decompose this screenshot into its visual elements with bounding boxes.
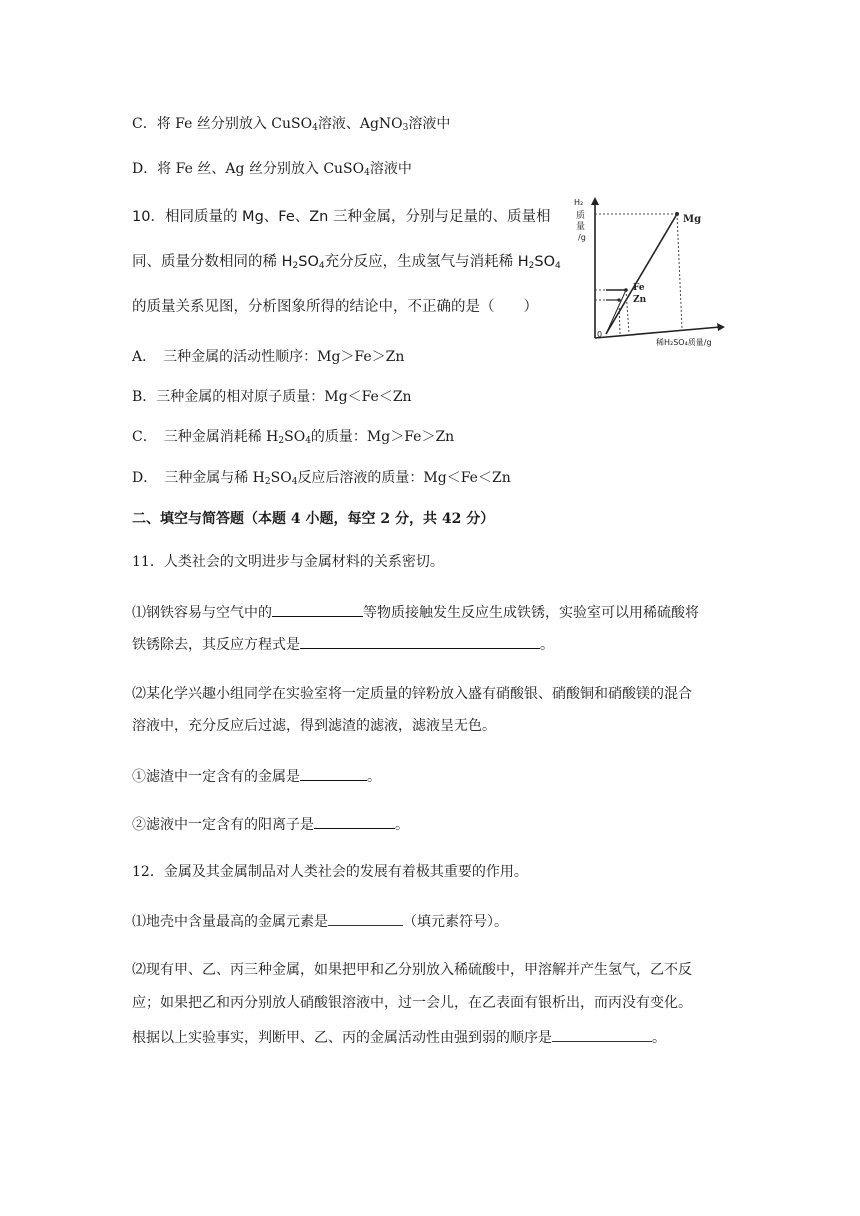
q12-stem: [132, 862, 528, 882]
text: 溶液中，充分反应后过滤，得到滤渣的滤液，滤液呈无色。: [132, 718, 496, 734]
hydrogen-mass-graph: [570, 196, 726, 348]
answer-blank[interactable]: [300, 766, 367, 781]
q11-sub1: [132, 766, 381, 787]
text: 铁锈除去，其反应方程式是: [132, 637, 300, 653]
text: SO: [534, 254, 555, 270]
q10-option-c: [132, 427, 454, 447]
q10-stem-line1: [132, 207, 550, 227]
x-axis: [595, 327, 720, 338]
text: 12．金属及其金属制品对人类社会的发展有着极其重要的作用。: [132, 864, 528, 880]
y-label-char-1: 质: [576, 211, 586, 221]
q12-part2-line1: [132, 960, 692, 980]
fe-label: Fe: [633, 283, 645, 293]
text: 。: [367, 769, 381, 785]
text: 反应后溶液的质量：Mg＜Fe＜Zn: [297, 470, 511, 486]
text: 11．人类社会的文明进步与金属材料的关系密切。: [132, 554, 444, 570]
q10-option-d: [132, 468, 511, 488]
text: 等物质接触发生反应生成铁锈，实验室可以用稀硫酸将: [363, 605, 699, 621]
y-axis-arrow: [591, 197, 599, 205]
text: 。: [395, 817, 409, 833]
zn-label: Zn: [633, 295, 647, 305]
text: C． 三种金属消耗稀 H: [132, 429, 279, 445]
text: A． 三种金属的活动性顺序：Mg＞Fe＞Zn: [132, 349, 405, 365]
q11-part2-line2: [132, 716, 496, 736]
text: 应；如果把乙和丙分别放人硝酸银溶液中，过一会儿，在乙表面有银析出，而丙没有变化。: [132, 995, 692, 1011]
q12-part2-line3: [132, 1027, 666, 1048]
y-label-top: H₂: [574, 198, 584, 207]
text: 。: [652, 1030, 666, 1046]
q11-part1-line1: [132, 602, 699, 623]
answer-blank[interactable]: [300, 634, 540, 649]
text: ⑵某化学兴趣小组同学在实验室将一定质量的锌粉放入盛有硝酸银、硝酸铜和硝酸镁的混合: [132, 686, 692, 702]
subscript: 4: [554, 261, 561, 271]
q9-option-d: [132, 159, 412, 179]
subscript: 2: [292, 261, 299, 271]
text: D． 三种金属与稀 H: [132, 470, 265, 486]
text: D．将 Fe 丝、Ag 丝分别放入 CuSO: [132, 161, 365, 177]
mg-label: Mg: [683, 214, 702, 225]
subscript: 4: [312, 123, 318, 133]
subscript: 2: [528, 261, 535, 271]
fe-rise: [606, 290, 626, 334]
text: ⑵现有甲、乙、丙三种金属，如果把甲和乙分别放入稀硫酸中，甲溶解并产生氢气，乙不反: [132, 962, 692, 978]
q11-sub2: [132, 814, 409, 835]
text: SO: [270, 470, 292, 486]
q11-part1-line2: [132, 634, 554, 655]
answer-blank[interactable]: [272, 602, 363, 617]
origin-label: 0: [597, 330, 603, 339]
subscript: 4: [305, 436, 311, 446]
text: 溶液中: [369, 161, 412, 177]
text: ②滤液中一定含有的阳离子是: [132, 817, 314, 833]
subscript: 2: [278, 436, 285, 446]
text: B．三种金属的相对原子质量：Mg＜Fe＜Zn: [132, 389, 412, 405]
subscript: 3: [402, 123, 409, 133]
q12-part2-line2: [132, 993, 692, 1013]
text: 溶液、AgNO: [317, 116, 403, 132]
text: 同、质量分数相同的稀 H: [132, 254, 293, 270]
text: ⑴地壳中含量最高的金属元素是: [132, 914, 328, 930]
text: C．将 Fe 丝分别放入 CuSO: [132, 116, 313, 132]
answer-blank[interactable]: [314, 814, 395, 829]
answer-blank[interactable]: [328, 911, 403, 926]
mg-line: [606, 214, 677, 334]
subscript: 4: [318, 261, 325, 271]
text: 的质量关系见图，分析图象所得的结论中，不正确的是（ ）: [132, 299, 538, 315]
text: ⑴钢铁容易与空气中的: [132, 605, 272, 621]
q11-part2-line1: [132, 684, 692, 704]
text: 10．相同质量的 Mg、Fe、Zn 三种金属，分别与足量的、质量相: [132, 209, 551, 225]
y-label-char-2: 量: [576, 222, 586, 232]
text: SO: [284, 429, 306, 445]
subscript: 4: [364, 168, 370, 178]
zn-v-guide: [619, 300, 620, 334]
q9-option-c: [132, 114, 450, 134]
subscript: 4: [291, 477, 298, 487]
text: 二、填空与简答题（本题 4 小题，每空 2 分，共 42 分）: [132, 511, 495, 527]
text: （填元素符号）。: [403, 914, 508, 930]
answer-blank[interactable]: [552, 1027, 652, 1042]
q10-stem-line2: [132, 252, 561, 272]
text: 。: [540, 637, 554, 653]
text: 溶液中: [408, 116, 451, 132]
q12-part1: [132, 911, 508, 932]
q11-stem: [132, 552, 444, 572]
subscript: 2: [264, 477, 271, 487]
q10-option-b: [132, 387, 412, 407]
text: SO: [298, 254, 319, 270]
x-label: 稀H₂SO₄质量/g: [656, 338, 712, 347]
section-2-heading: [132, 509, 494, 529]
q10-stem-line3: [132, 297, 538, 317]
text: 充分反应，生成氢气与消耗稀 H: [324, 254, 529, 270]
q10-option-a: [132, 347, 404, 367]
text: ①滤渣中一定含有的金属是: [132, 769, 300, 785]
text: 根据以上实验事实，判断甲、乙、丙的金属活动性由强到弱的顺序是: [132, 1030, 552, 1046]
y-label-char-3: /g: [578, 233, 586, 242]
mg-v-guide: [677, 214, 682, 329]
text: 的质量：Mg＞Fe＞Zn: [310, 429, 455, 445]
x-axis-arrow: [717, 323, 725, 331]
